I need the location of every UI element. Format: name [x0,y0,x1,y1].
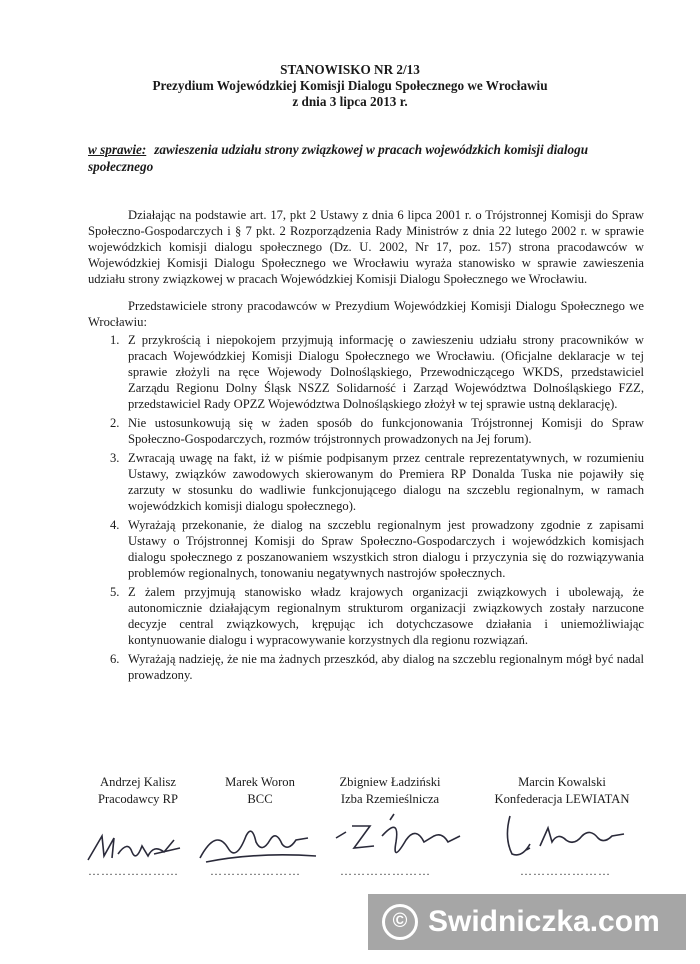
signatory-woron: Marek Woron BCC [225,775,295,806]
list-item: 2. Nie ustosunkowują się w żaden sposób do funkcjonowania Trójstronnej Komisji do Spraw Społeczno-Gospodarczych, rozmów trójstronnych prowadzonych na Jej forum). [110,416,644,446]
signatory-kowalski: Marcin Kowalski Konfederacja LEWIATAN [494,775,630,806]
signatory-ladzinski: Zbigniew Ładziński Izba Rzemieślnicza [339,775,441,806]
signature-ladzinski [330,812,470,868]
subject-line [88,141,648,175]
document-date: z dnia 3 lipca 2013 r. [292,94,408,109]
list-item: 3. Zwracają uwagę na fakt, iż w piśmie podpisanym przez centrale reprezentatywnych, w rozumieniu Ustawy, związków zawodowych skierowanym do Premiera RP Donalda Tuska nie pojawiły się zarzuty w stosunku do wadliwie funkcjonującego dialogu na szczeblu regionalnym, w ramach wojewódzkich komisji dialogu społecznego). [110,451,644,513]
position-points-list [88,332,644,686]
copyright-icon: © [382,904,418,940]
signature-line-4: ………………… [520,864,611,878]
representatives-paragraph: Przedstawiciele strony pracodawców w Prezydium Wojewódzkiej Komisji Dialogu Społecznego we Wrocławiu: [88,299,644,329]
list-item: 6. Wyrażają nadzieję, że nie ma żadnych przeszkód, aby dialog na szczeblu regionalnym mógł być nadal prowadzony. [110,652,644,682]
list-item: 1. Z przykrością i niepokojem przyjmują informację o zawieszeniu udziału strony pracowników w pracach Wojewódzkiej Komisji Dialogu Społecznego we Wrocławiu. (Oficjalne deklaracje w tej sprawie złożyli na ręce Wojewody Dolnośląskiego, Przewodniczącego WKDS, przedstawiciel Zarządu Regionu Dolny Śląsk NSZZ Solidarność i Zarząd Województwa Dolnośląskiego FZZ, przedstawiciel Rady OPZZ Województwa Dolnośląskiego złożył w tej sprawie ustną deklarację). [110,333,644,411]
signature-line-1: ………………… [88,864,179,878]
watermark-badge [368,894,686,950]
signatory-kalisz: Andrzej Kalisz Pracodawcy RP [97,775,179,806]
intro-paragraph: Działając na podstawie art. 17, pkt 2 Ustawy z dnia 6 lipca 2001 r. o Trójstronnej Komisji do Spraw Społeczno-Gospodarczych i § 7 pkt. 2 Rozporządzenia Rady Ministrów z dnia 22 lutego 2002 r. w sprawie wojewódzkich komisji dialogu społecznego (Dz. U. 2002, Nr 17, poz. 157) strona pracodawców w Wojewódzkiej Komisji Dialogu Społecznego we Wrocławiu wyraża stanowisko w sprawie zawieszenia udziału strony związkowej w pracach Wojewódzkiej Komisji Dialogu Społecznego we Wrocławiu. [88,208,644,286]
subject-label: w sprawie: [88,142,147,157]
issuing-body: Prezydium Wojewódzkiej Komisji Dialogu Społecznego we Wrocławiu [152,78,548,93]
watermark-text: Swidniczka.com [428,905,660,938]
signature-line-3: ………………… [340,864,431,878]
document-header [0,62,700,110]
signature-woron [196,818,326,868]
signature-kowalski [500,808,640,864]
subject-text: zawieszenia udziału strony związkowej w pracach wojewódzkich komisji dialogu społecznego [88,142,589,174]
signature-line-2: ………………… [210,864,301,878]
document-number: STANOWISKO NR 2/13 [280,62,420,77]
list-item: 5. Z żalem przyjmują stanowisko władz krajowych organizacji związkowych i ubolewają, że autonomicznie działającym regionalnym strukturom organizacji związkowych zostały narzucone decyzje central związkowych, krępując ich dotychczasowe działania i uniemożliwiając kontynuowanie dialogu i wypracowywanie korzystnych dla regionu rozwiązań. [110,585,644,647]
list-item: 4. Wyrażają przekonanie, że dialog na szczeblu regionalnym jest prowadzony zgodnie z zapisami Ustawy o Trójstronnej Komisji do Spraw Społeczno-Gospodarczych i wojewódzkich komisjach dialogu społecznego z poszanowaniem wszystkich stron dialogu i przyczynia się do rozwiązywania problemów regionalnych, tonowaniu negatywnych nastrojów społecznych. [110,518,644,580]
